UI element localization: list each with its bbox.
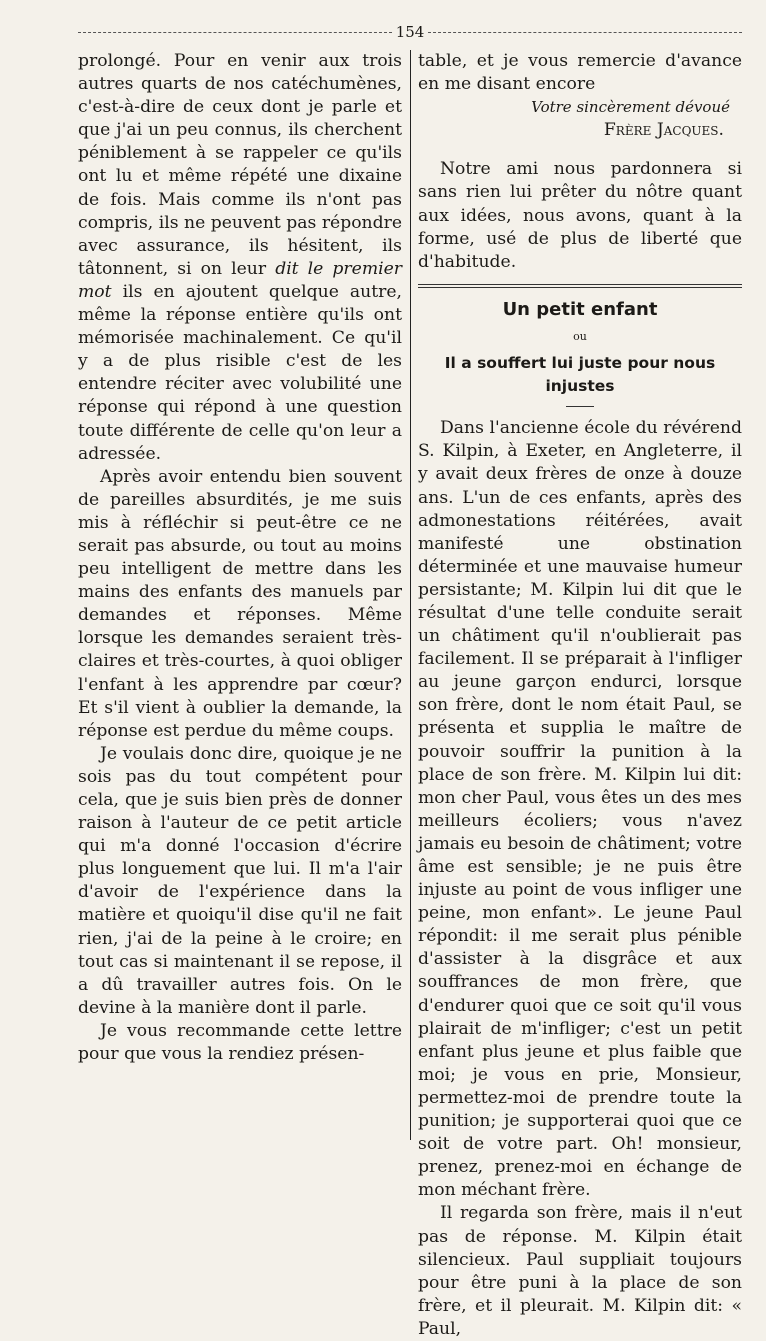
header-rule-right: [428, 32, 742, 33]
letter-end: table, et je vous remercie d'avance en me disant encore: [418, 51, 742, 95]
page-number: 154: [395, 23, 425, 41]
italic-phrase: dit le premier mot: [78, 258, 402, 302]
letter-closing: Votre sincèrement dévoué: [531, 98, 730, 117]
section-divider: [418, 284, 742, 288]
story-paragraph: Dans l'ancienne école du révérend S. Kilpin, à Exeter, en Angleterre, il y avait deux frères de onze à douze ans. L'un de ces enfants, après des admonestations réitérées, avait manifesté une obstination déterminée et une mauvaise humeur persistante; M. Kilpin lui dit que le résultat d'une telle conduite serait un châtiment qu'il n'oublierait pas facilement. Il se préparait à l'infliger au jeune garçon endurci, lorsque son frère, dont le nom était Paul, se présenta et supplia le maître de pouvoir souffrir la punition à la place de son frère. M. Kilpin lui dit: mon cher Paul, vous êtes un des mes meilleurs écoliers; vous n'avez jamais eu besoin de châtiment; votre âme est sensible; je ne puis être injuste au point de vous infliger une peine, mon enfant». Le jeune Paul répondit: il me serait plus pénible d'assister à la disgrâce et aux souffrances de mon frère, que d'endurer quoi que ce soit qu'il vous plairait de m'infliger; c'est un petit enfant plus jeune et plus faible que moi; je vous en prie, Monsieur, permettez-moi de prendre toute la punition; je supporterai quoi que ce soit de votre part. Oh! monsieur, prenez, prenez-moi en échange de mon méchant frère.: [418, 418, 742, 1201]
paragraph: [78, 50, 402, 466]
page-header: [78, 22, 742, 42]
title-conjunction: ou: [573, 329, 587, 343]
right-column: [418, 50, 742, 1341]
column-separator: [410, 50, 411, 1140]
article-subtitle: Il a souffert lui juste pour nous injustes: [444, 354, 716, 396]
paragraph: Après avoir entendu bien souvent de pareilles absurdités, je me suis mis à réfléchir si peut-être ce ne serait pas absurde, ou tout au moins peu intelligent de mettre dans les mains des enfants des manuels par demandes et réponses. Même lorsque les demandes seraient très-claires et très-courtes, à quoi obliger l'enfant à les apprendre par cœur? Et s'il vient à oublier la demande, la réponse est perdue du même coups.: [78, 466, 402, 741]
text-run: ils en ajoutent quelque autre, même la réponse entière qu'ils ont mémorisée machinalement. Ce qu'il y a de plus risible c'est de les entendre réciter avec volubilité une réponse qui répond à une question toute différente de celle qu'on leur a adressée.: [78, 281, 403, 464]
paragraph: Je voulais donc dire, quoique je ne sois pas du tout compétent pour cela, que je suis bien près de donner raison à l'auteur de ce petit article qui m'a donné l'occasion d'écrire plus longuement que lui. Il m'a l'air d'avoir de l'expérience dans la matière et quoiqu'il dise qu'il ne fait rien, j'ai de la peine à le croire; en tout cas si maintenant il se repose, il a dû travailler autres fois. On le devine à la manière dont il parle.: [78, 743, 402, 1018]
article-title: Un petit enfant: [502, 298, 658, 320]
letter-signature: Frère Jacques.: [603, 120, 724, 141]
header-rule-left: [78, 32, 392, 33]
left-column: [78, 50, 402, 1066]
text-run: prolongé. Pour en venir aux trois autres quarts de nos catéchumènes, c'est-à-dire de ceux dont je parle et que j'ai un peu connus, ils cherchent péniblement à se rappeler ce qu'ils ont lu et même répété une dixaine de fois. Mais comme ils n'ont pas compris, ils ne peuvent pas répondre avec assurance, ils hésitent, ils tâtonnent, si on leur: [78, 51, 403, 279]
story-paragraph: Il regarda son frère, mais il n'eut pas de réponse. M. Kilpin était silencieux. Paul suppliait toujours pour être puni à la place de son frère, et il pleurait. M. Kilpin dit: « Paul,: [418, 1203, 742, 1339]
editor-note: Notre ami nous pardonnera si sans rien lui prêter du nôtre quant aux idées, nous avons, quant à la forme, usé de plus de liberté que d'habitude.: [418, 159, 742, 272]
title-dash: [566, 406, 594, 407]
paragraph: Je vous recommande cette lettre pour que vous la rendiez présen-: [78, 1020, 402, 1065]
